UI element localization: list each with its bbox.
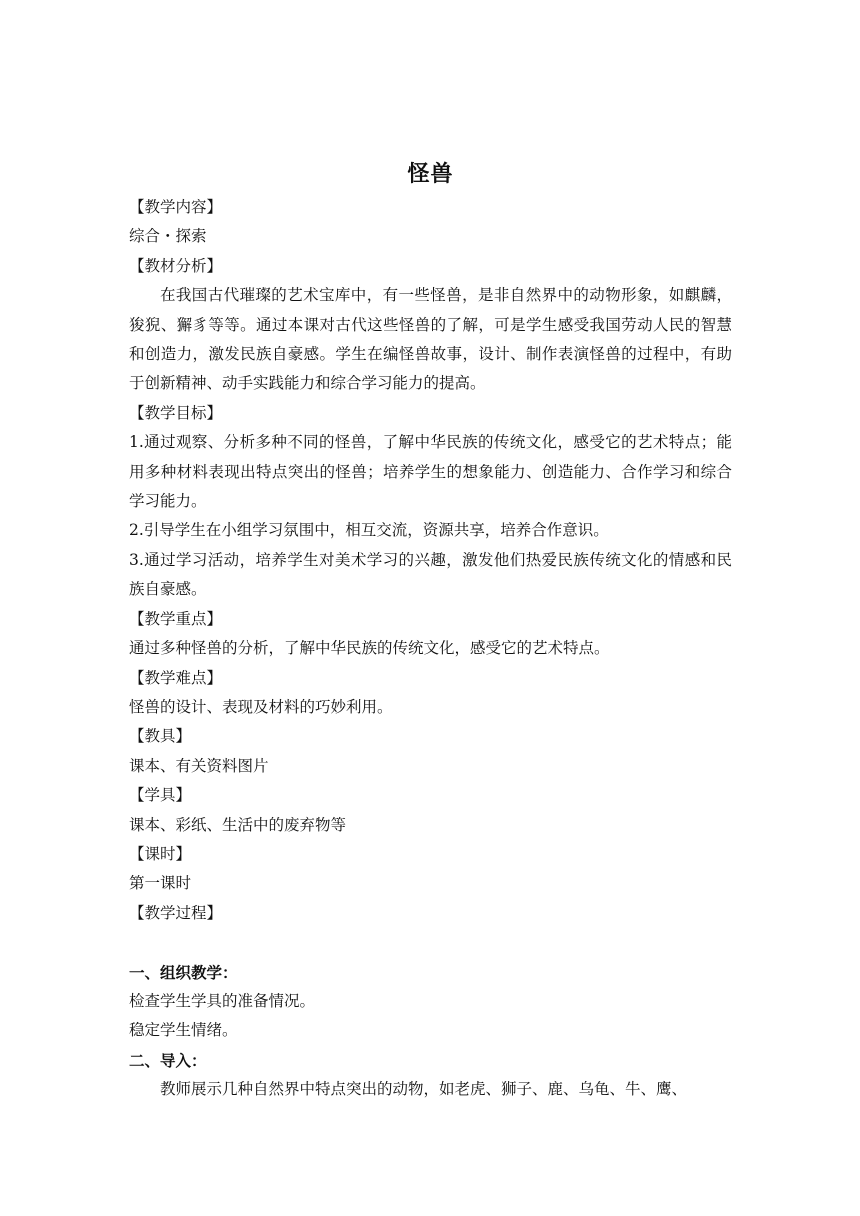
document-title: 怪兽 — [407, 162, 454, 187]
goal-item-1: 1.通过观察、分析多种不同的怪兽，了解中华民族的传统文化，感受它的艺术特点；能用多种材料表现出特点突出的怪兽；培养学生的想象能力、创造能力、合作学习和综合学习能力。 — [129, 433, 732, 511]
period-text: 第一课时 — [129, 874, 192, 893]
section-heading-process: 【教学过程】 — [129, 903, 223, 922]
teaching-tools-text: 课本、有关资料图片 — [129, 756, 269, 775]
section-heading-period: 【课时】 — [129, 844, 192, 863]
document-body — [129, 160, 732, 1105]
difficulties-text: 怪兽的设计、表现及材料的巧妙利用。 — [129, 697, 393, 716]
section-heading-difficulties: 【教学难点】 — [129, 668, 223, 687]
goal-item-2: 2.引导学生在小组学习氛围中，相互交流，资源共享，培养合作意识。 — [129, 521, 609, 540]
blank-line — [129, 928, 732, 957]
step-organize-line-1: 检查学生学具的准备情况。 — [129, 991, 316, 1010]
step-intro-text: 教师展示几种自然界中特点突出的动物，如老虎、狮子、鹿、乌龟、牛、鹰、 — [160, 1080, 688, 1099]
section-heading-goals: 【教学目标】 — [129, 403, 223, 422]
step-organize-line-2: 稳定学生情绪。 — [129, 1021, 238, 1040]
section-heading-student-tools: 【学具】 — [129, 786, 192, 805]
content-text: 综合・探索 — [129, 227, 207, 246]
key-points-text: 通过多种怪兽的分析，了解中华民族的传统文化，感受它的艺术特点。 — [129, 639, 610, 658]
goal-item-3: 3.通过学习活动，培养学生对美术学习的兴趣，激发他们热爱民族传统文化的情感和民族自豪感。 — [129, 550, 732, 599]
step-heading-organize: 一、组织教学： — [129, 962, 238, 982]
analysis-paragraph: 在我国古代璀璨的艺术宝库中，有一些怪兽，是非自然界中的动物形象，如麒麟，狻猊、獬豸等等。通过本课对古代这些怪兽的了解，可是学生感受我国劳动人民的智慧和创造力，激发民族自豪感。学生在编怪兽故事，设计、制作表演怪兽的过程中，有助于创新精神、动手实践能力和综合学习能力的提高。 — [129, 286, 732, 393]
section-heading-content: 【教学内容】 — [129, 198, 223, 216]
section-heading-teaching-tools: 【教具】 — [129, 727, 192, 746]
section-heading-key-points: 【教学重点】 — [129, 609, 223, 628]
student-tools-text: 课本、彩纸、生活中的废弃物等 — [129, 815, 347, 834]
step-heading-intro: 二、导入： — [129, 1050, 207, 1070]
section-heading-analysis: 【教材分析】 — [129, 256, 223, 275]
